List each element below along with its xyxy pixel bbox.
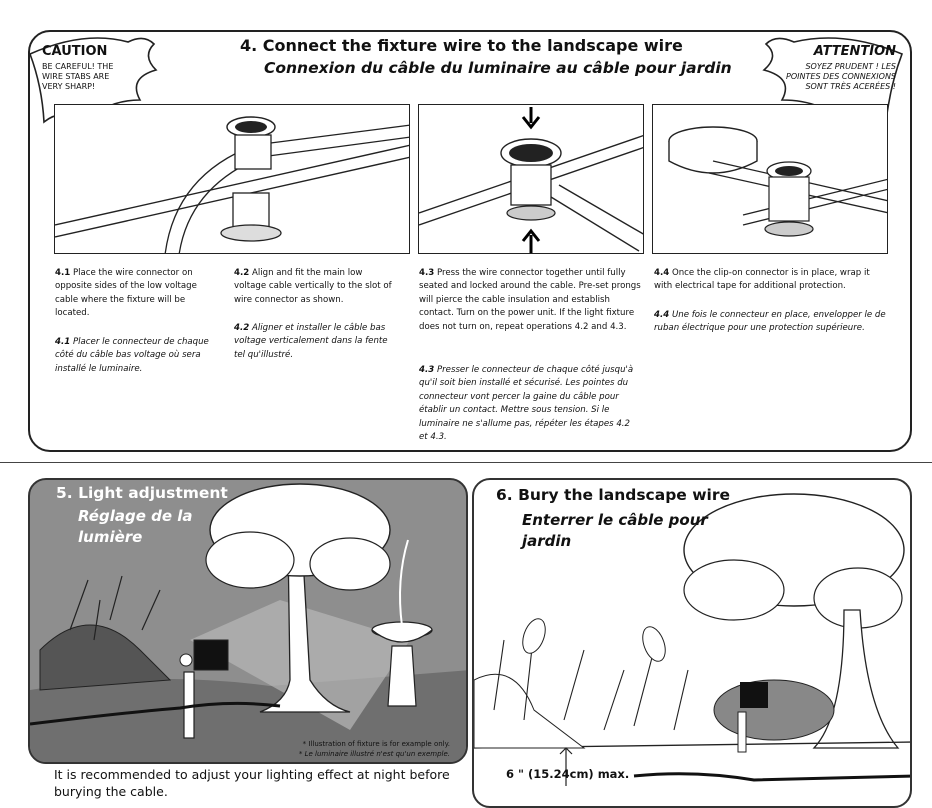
step-number: 4.2 [234, 268, 250, 278]
attention-text: SOYEZ PRUDENT ! LES POINTES DES CONNEXIONS SONT TRÈS ACERÉES ! [786, 62, 896, 91]
step-number: 4.3 [419, 365, 435, 375]
step-text: Presser le connecteur de chaque côté jusqu'à qu'il soit bien installé et sécurisé. Les pointes du connecteur vont percer la gaine du câble pour établir un contact. Mettre sous tension. Si le luminaire ne s'allume pas, répéter les étapes 4.2 et 4.3. [419, 365, 634, 443]
step-text: Aligner et installer le câble bas voltage verticalement dans la fente tel qu'illustré. [234, 323, 388, 360]
connector-open-illustration [55, 105, 410, 254]
attention-heading: ATTENTION [813, 44, 896, 59]
step-number: 4.2 [234, 323, 250, 333]
illustration-4-1-4-2 [54, 104, 410, 254]
step-text: Place the wire connector on opposite sides of the low voltage cable where the fixture will be located. [55, 268, 197, 319]
step-text: Placer le connecteur de chaque côté du câble bas voltage où sera installé le luminaire. [55, 337, 209, 374]
illustration-note-fr: * Le luminaire illustré n'est qu'un exemple. [298, 750, 450, 758]
step-number: 4.4 [654, 310, 670, 320]
connector-press-illustration [419, 105, 644, 254]
step-text: Press the wire connector together until fully seated and locked around the cable. Pre-set prongs will pierce the cable insulation and establish contact. Turn on the power unit. If the light fixture does not turn on, repeat operations 4.2 and 4.3. [419, 268, 641, 332]
step-number: 4.1 [55, 337, 71, 347]
burial-depth-label: 6 " (15.24cm) max. [506, 767, 630, 781]
step-4-4 [654, 267, 886, 294]
step-4-1-fr [55, 336, 225, 376]
step-text: Align and fit the main low voltage cable vertically to the slot of wire connector as shown. [234, 268, 392, 305]
illustration-note: * Illustration of fixture is for example only. [302, 740, 450, 748]
step-text: Une fois le connecteur en place, envelopper le de ruban électrique pour une protection supérieure. [654, 310, 886, 334]
section-4-title-fr: Connexion du câble du luminaire au câble pour jardin [264, 59, 732, 77]
caution-heading: CAUTION [42, 44, 108, 59]
section-divider [0, 462, 932, 463]
illustration-4-4 [652, 104, 888, 254]
step-4-4-fr [654, 309, 886, 336]
step-4-3-fr [419, 364, 639, 444]
section-4-title: 4. Connect the fixture wire to the landscape wire [240, 36, 683, 55]
illustration-4-3 [418, 104, 644, 254]
recommendation-text: It is recommended to adjust your lighting effect at night before burying the cable. [54, 767, 450, 799]
step-number: 4.3 [419, 268, 435, 278]
caution-text: BE CAREFUL! THE WIRE STABS ARE VERY SHARP! [42, 62, 114, 91]
step-4-2-fr [234, 322, 400, 362]
step-4-3 [419, 267, 645, 334]
tape-wrap-illustration [653, 105, 888, 254]
section-5-title: 5. Light adjustment [56, 484, 228, 502]
step-number: 4.4 [654, 268, 670, 278]
step-4-1 [55, 267, 217, 321]
section-5-title-fr: Réglage de la lumière [78, 507, 193, 546]
step-text: Once the clip-on connector is in place, wrap it with electrical tape for additional protection. [654, 268, 870, 292]
step-number: 4.1 [55, 268, 71, 278]
section-6-title-fr: Enterrer le câble pour jardin [522, 511, 708, 550]
step-4-2 [234, 267, 394, 307]
section-6-title: 6. Bury the landscape wire [496, 486, 730, 504]
